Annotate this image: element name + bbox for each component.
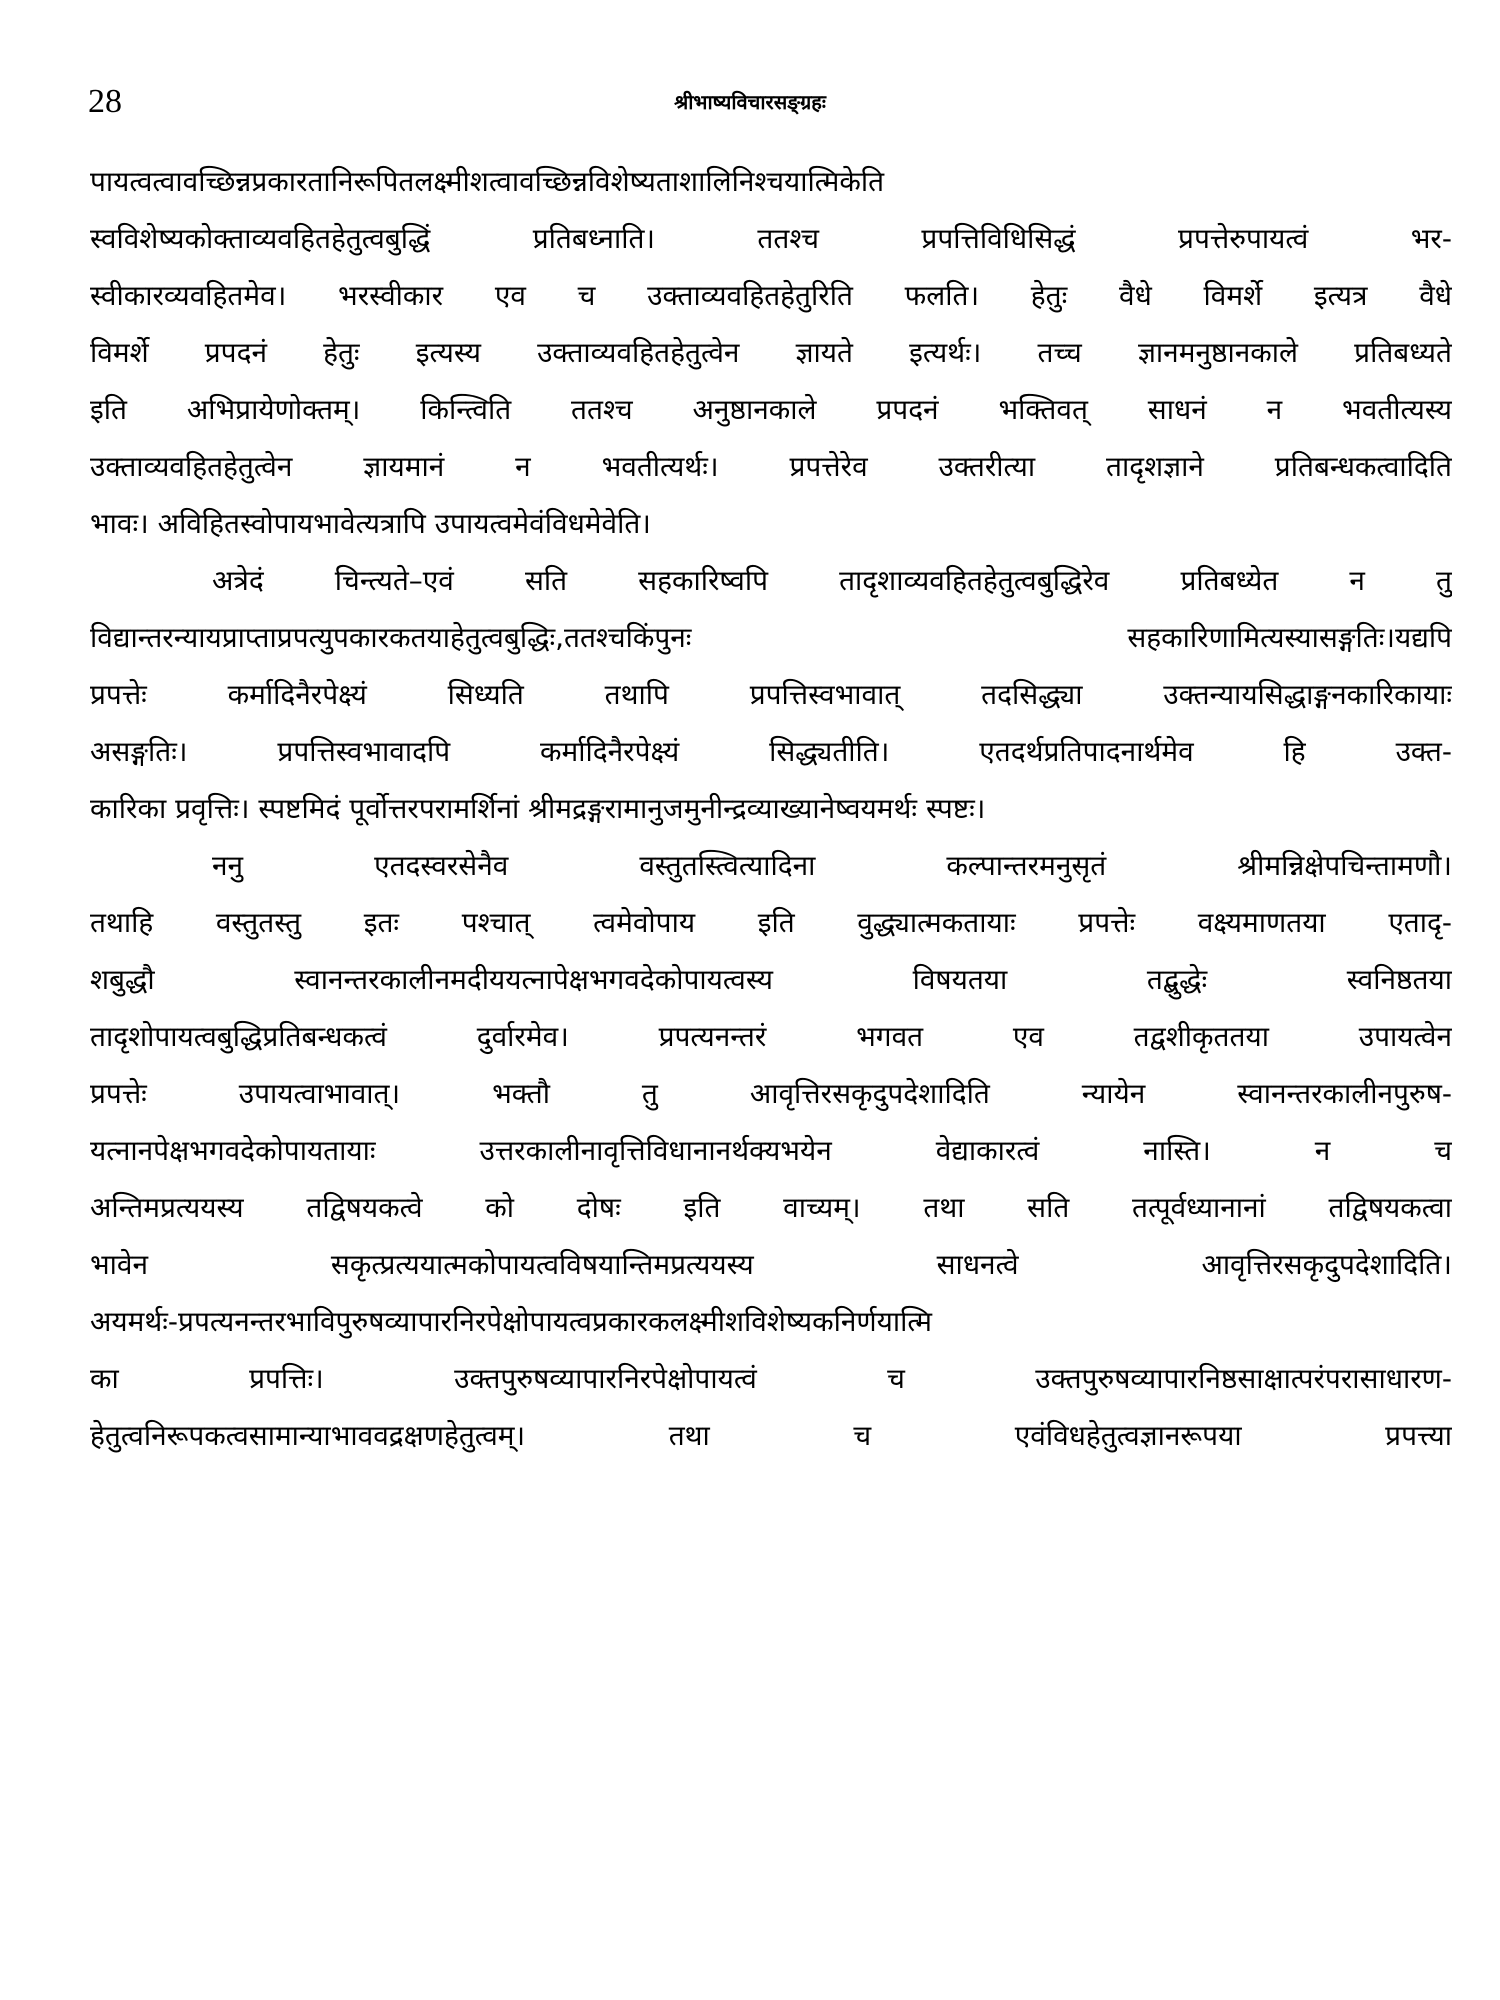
text-line: स्वीकारव्यवहितमेव। भरस्वीकार एव च उक्ताव्यवहितहेतुरिति फलति। हेतुः वैधे विमर्शे इत्यत्र वैधे xyxy=(90,279,1452,312)
text-line: अत्रेदं चिन्त्यते–एवं सति सहकारिष्वपि तादृशाव्यवहितहेतुत्वबुद्धिरेव प्रतिबध्येत न तु xyxy=(212,564,1452,597)
text-line: स्वविशेष्यकोक्ताव्यवहितहेतुत्वबुद्धिं प्रतिबध्नाति। ततश्च प्रपत्तिविधिसिद्धं प्रपत्तेरुपायत्वं भर- xyxy=(90,222,1452,255)
page-number: 28 xyxy=(88,83,122,120)
text-line: शबुद्धौ स्वानन्तरकालीनमदीययत्नापेक्षभगवदेकोपायत्वस्य विषयतया तद्बुद्धेः स्वनिष्ठतया xyxy=(90,963,1452,996)
text-line: अयमर्थः-प्रपत्यनन्तरभाविपुरुषव्यापारनिरपेक्षोपायत्वप्रकारकलक्ष्मीशविशेष्यकनिर्णयात्मि xyxy=(90,1305,932,1338)
text-line: ननु एतदस्वरसेनैव वस्तुतस्त्वित्यादिना कल्पान्तरमनुसृतं श्रीमन्निक्षेपचिन्तामणौ। xyxy=(212,849,1452,882)
text-line: प्रपत्तेः उपायत्वाभावात्। भक्तौ तु आवृत्तिरसकृदुपदेशादिति न्यायेन स्वानन्तरकालीनपुरुष- xyxy=(90,1077,1452,1110)
text-line: इति अभिप्रायेणोक्तम्। किन्त्विति ततश्च अनुष्ठानकाले प्रपदनं भक्तिवत् साधनं न भवतीत्यस्य xyxy=(90,393,1452,426)
text-line: विद्यान्तरन्यायप्राप्ताप्रपत्युपकारकतयाहेतुत्वबुद्धिः,ततश्चकिंपुनः सहकारिणामित्यस्यासङ्गतिः।यद्यपि xyxy=(90,621,1452,654)
text-line: का प्रपत्तिः। उक्तपुरुषव्यापारनिरपेक्षोपायत्वं च उक्तपुरुषव्यापारनिष्ठसाक्षात्परंपरासाधारण- xyxy=(90,1362,1452,1395)
text-line: तादृशोपायत्वबुद्धिप्रतिबन्धकत्वं दुर्वारमेव। प्रपत्यनन्तरं भगवत एव तद्वशीकृततया उपायत्वेन xyxy=(90,1020,1452,1053)
body-text xyxy=(90,153,1452,1464)
text-line: हेतुत्वनिरूपकत्वसामान्याभाववद्रक्षणहेतुत्वम्। तथा च एवंविधहेतुत्वज्ञानरूपया प्रपत्त्या xyxy=(90,1419,1452,1452)
text-line: असङ्गतिः। प्रपत्तिस्वभावादपि कर्मादिनैरपेक्ष्यं सिद्ध्यतीति। एतदर्थप्रतिपादनार्थमेव हि उक्त- xyxy=(90,735,1452,768)
text-line: प्रपत्तेः कर्मादिनैरपेक्ष्यं सिध्यति तथापि प्रपत्तिस्वभावात् तदसिद्ध्या उक्तन्यायसिद्धाङ्गनकारिकायाः xyxy=(90,678,1452,711)
text-line: उक्ताव्यवहितहेतुत्वेन ज्ञायमानं न भवतीत्यर्थः। प्रपत्तेरेव उक्तरीत्या तादृशज्ञाने प्रतिबन्धकत्वादिति xyxy=(90,450,1452,483)
text-line: यत्नानपेक्षभगवदेकोपायतायाः उत्तरकालीनावृत्तिविधानानर्थक्यभयेन वेद्याकारत्वं नास्ति। न च xyxy=(90,1134,1452,1167)
text-line: भावः। अविहितस्वोपायभावेत्यत्रापि उपायत्वमेवंविधमेवेति। xyxy=(90,507,651,540)
running-title: श्रीभाष्यविचारसङ्ग्रहः xyxy=(674,90,826,114)
text-line: कारिका प्रवृत्तिः। स्पष्टमिदं पूर्वोत्तरपरामर्शिनां श्रीमद्रङ्गरामानुजमुनीन्द्रव्याख्यानेष्वयमर्थः स्पष्टः। xyxy=(90,792,986,825)
text-line: तथाहि वस्तुतस्तु इतः पश्चात् त्वमेवोपाय इति वुद्ध्यात्मकतायाः प्रपत्तेः वक्ष्यमाणतया एतादृ- xyxy=(90,906,1452,939)
text-line: विमर्शे प्रपदनं हेतुः इत्यस्य उक्ताव्यवहितहेतुत्वेन ज्ञायते इत्यर्थः। तच्च ज्ञानमनुष्ठानकाले प्रतिबध्यते xyxy=(90,336,1452,369)
text-line: पायत्वत्वावच्छिन्नप्रकारतानिरूपितलक्ष्मीशत्वावच्छिन्नविशेष्यताशालिनिश्चयात्मिकेति xyxy=(90,165,885,198)
text-line: अन्तिमप्रत्ययस्य तद्विषयकत्वे को दोषः इति वाच्यम्। तथा सति तत्पूर्वध्यानानां तद्विषयकत्वा xyxy=(90,1191,1452,1224)
text-line: भावेन सकृत्प्रत्ययात्मकोपायत्वविषयान्तिमप्रत्ययस्य साधनत्वे आवृत्तिरसकृदुपदेशादिति। xyxy=(90,1248,1452,1281)
